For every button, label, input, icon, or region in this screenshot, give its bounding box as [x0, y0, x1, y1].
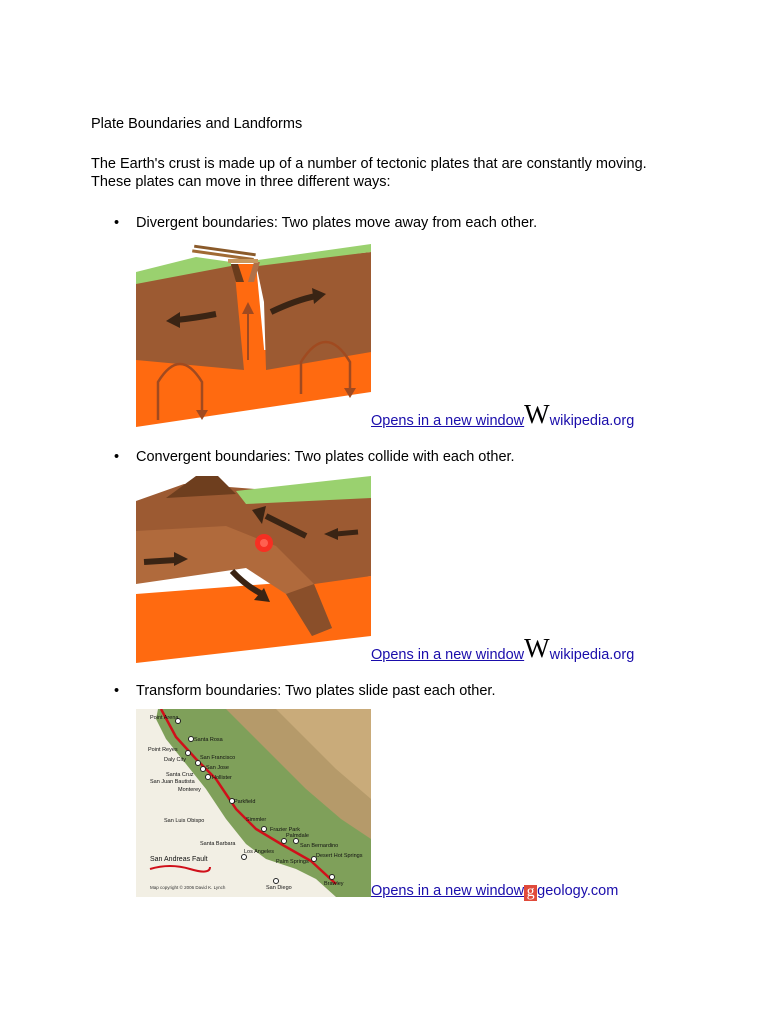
map-label-san-diego: San Diego — [266, 885, 292, 891]
map-label-monterey: Monterey — [178, 787, 201, 793]
transform-attribution — [371, 882, 618, 901]
wikipedia-logo-icon: W — [524, 399, 550, 429]
map-label-parkfield: Parkfield — [234, 799, 256, 805]
convergent-bullet-text: Convergent boundaries: Two plates collide with each other. — [136, 449, 515, 465]
divergent-source-link[interactable]: Opens in a new window — [371, 413, 525, 429]
transform-bullet-text: Transform boundaries: Two plates slide past each other. — [136, 683, 496, 699]
transform-source-domain[interactable]: geology.com — [537, 883, 619, 899]
convergent-source-domain[interactable]: wikipedia.org — [549, 647, 635, 663]
map-label-daly-city: Daly City — [164, 757, 187, 763]
map-label-san-luis-obispo: San Luis Obispo — [164, 818, 205, 824]
map-label-point-arena: Point Arena — [150, 715, 179, 721]
san-andreas-fault-map — [136, 709, 371, 897]
convergent-attribution — [371, 633, 635, 664]
map-label-palmdale: Palmdale — [286, 833, 309, 839]
map-label-los-angeles: Los Angeles — [244, 849, 274, 855]
divergent-boundary-diagram — [136, 242, 371, 430]
map-label-san-bernardino: San Bernardino — [300, 843, 339, 849]
transform-source-link[interactable]: Opens in a new window — [371, 883, 525, 899]
map-label-santa-barbara: Santa Barbara — [200, 841, 236, 847]
map-label-san-juan-bautista: San Juan Bautista — [150, 779, 195, 785]
map-label-hollister: Hollister — [212, 775, 232, 781]
map-label-san-francisco: San Francisco — [200, 755, 236, 761]
map-copyright: Map copyright © 2006 David K. Lynch — [150, 885, 226, 890]
map-label-palm-springs: Palm Springs — [276, 859, 309, 865]
convergent-boundary-diagram — [136, 476, 371, 664]
intro-line-1: The Earth's crust is made up of a number of tectonic plates that are constantly moving. — [91, 156, 647, 172]
intro-paragraph — [91, 155, 647, 191]
convergent-source-link[interactable]: Opens in a new window — [371, 647, 525, 663]
divergent-source-domain[interactable]: wikipedia.org — [549, 413, 635, 429]
map-label-simmler: Simmler — [246, 817, 267, 823]
page-title: Plate Boundaries and Landforms — [91, 116, 303, 132]
intro-line-2: These plates can move in three different ways: — [91, 174, 391, 190]
divergent-bullet-text: Divergent boundaries: Two plates move away from each other. — [136, 215, 538, 231]
map-label-brawley: Brawley — [324, 881, 344, 887]
divergent-attribution — [371, 399, 635, 430]
map-label-santa-rosa: Santa Rosa — [194, 737, 223, 743]
bullet-marker: • — [114, 215, 120, 231]
map-legend-label: San Andreas Fault — [150, 856, 208, 863]
map-label-frazier-park: Frazier Park — [270, 827, 300, 833]
wikipedia-logo-icon: W — [524, 633, 550, 663]
map-label-san-jose: San Jose — [206, 765, 229, 771]
bullet-marker: • — [114, 449, 120, 465]
geology-logo-icon: g — [524, 885, 537, 901]
map-label-point-reyes: Point Reyes — [148, 747, 178, 753]
map-label-santa-cruz: Santa Cruz — [166, 772, 194, 778]
bullet-marker: • — [114, 683, 120, 699]
map-label-desert-hot-springs: Desert Hot Springs — [316, 853, 363, 859]
